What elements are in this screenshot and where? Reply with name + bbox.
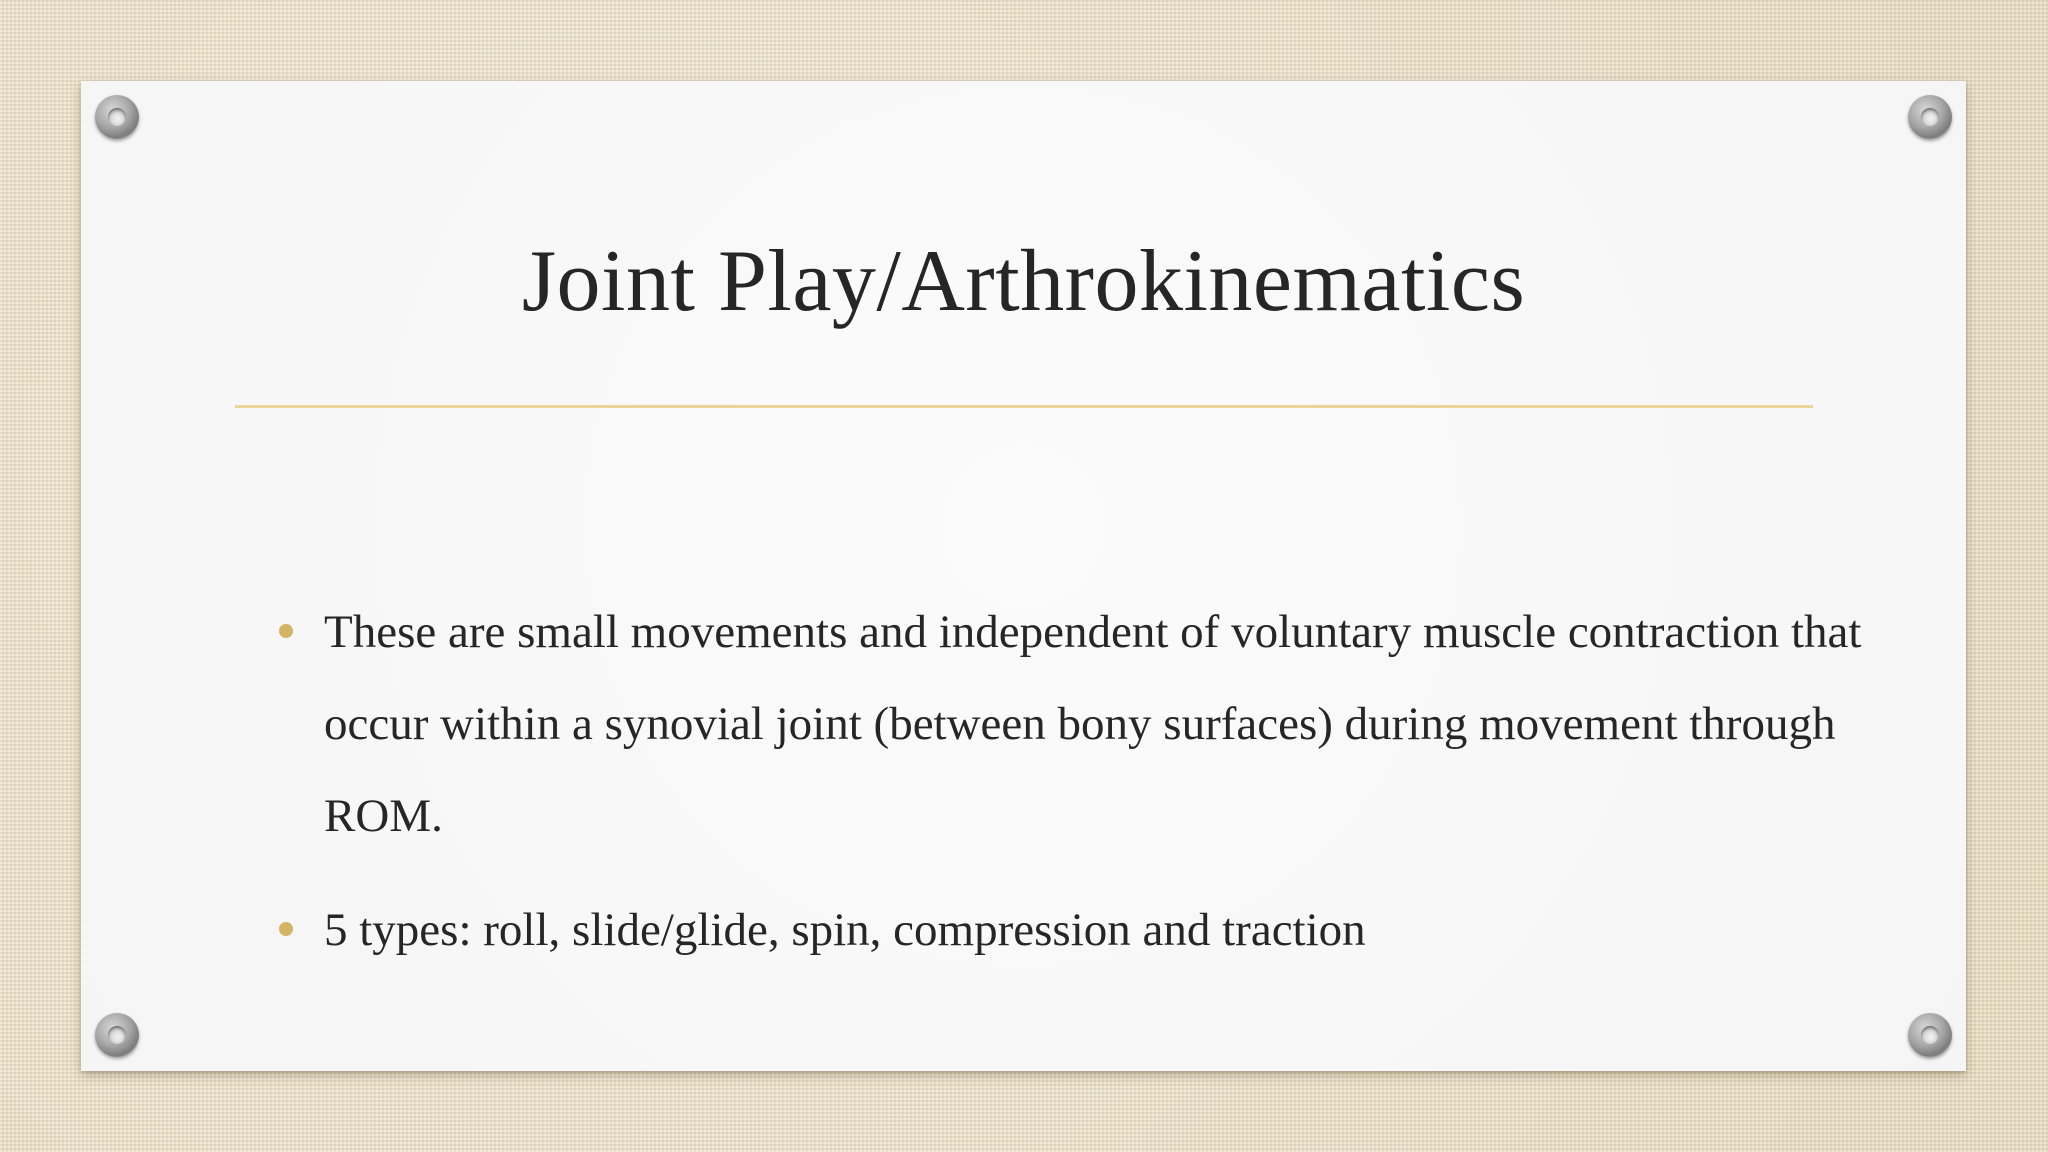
- grommet-icon: [1908, 95, 1952, 139]
- list-item: [241, 884, 1881, 976]
- grommet-icon: [95, 95, 139, 139]
- title-divider: [235, 405, 1813, 408]
- bullet-icon: [279, 922, 293, 936]
- bullet-text: These are small movements and independent of voluntary muscle contraction that occur within a synovial joint (between bony surfaces) during movement through ROM.: [324, 606, 1862, 842]
- bullet-list: [241, 586, 1881, 998]
- grommet-icon: [95, 1013, 139, 1057]
- slide-card: [81, 81, 1966, 1071]
- bullet-text: 5 types: roll, slide/glide, spin, compression and traction: [324, 904, 1366, 956]
- list-item: [241, 586, 1881, 862]
- slide-title: Joint Play/Arthrokinematics: [521, 233, 1526, 330]
- bullet-icon: [279, 624, 293, 638]
- grommet-icon: [1908, 1013, 1952, 1057]
